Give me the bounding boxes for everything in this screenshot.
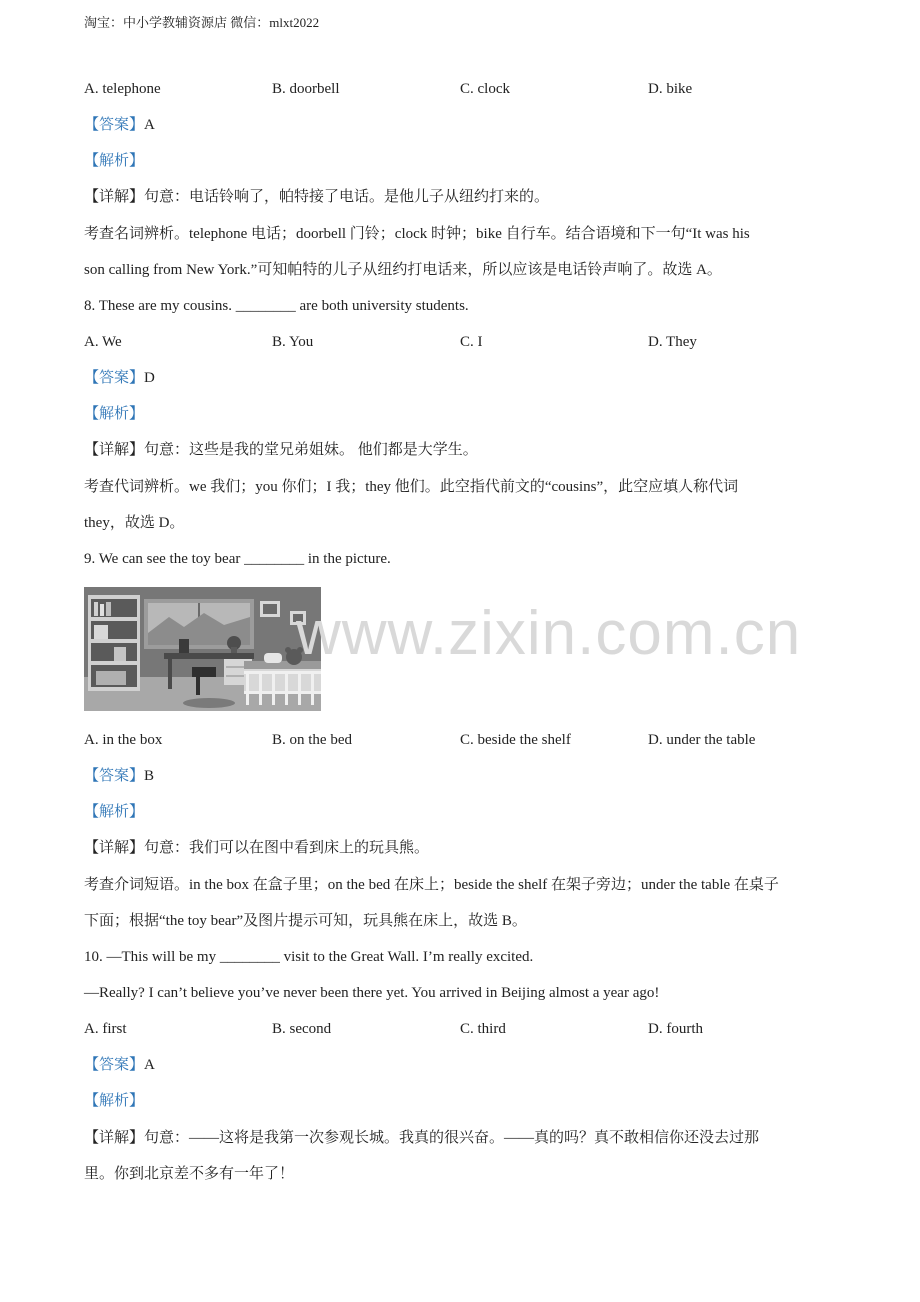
q9-option-b: B. on the bed [272,732,352,748]
q9-option-d: D. under the table [648,732,756,748]
detail-tag: 【详解】 [84,442,145,458]
q10-detail-line-2: 里。你到北京差不多有一年了！ [84,1166,295,1182]
q7-answer [84,115,155,135]
q8-answer [84,368,155,388]
q8-explanation-line-2: they，故选 D。 [84,515,185,531]
q9-option-a: A. in the box [84,732,163,748]
detail-tag: 【详解】 [84,189,145,205]
q7-option-c: C. clock [460,81,510,97]
detail-tag: 【详解】 [84,1130,145,1146]
q10-reply: —Really? I can’t believe you’ve never been there yet. You arrived in Beijing almost a year ago! [84,985,660,1001]
q8-question: 8. These are my cousins. ________ are both university students. [84,298,469,314]
q10-option-c: C. third [460,1021,506,1037]
answer-value: B [144,768,155,784]
q7-option-a: A. telephone [84,81,161,97]
detail-text: 句意：电话铃响了，帕特接了电话。是他儿子从纽约打来的。 [144,189,550,205]
q7-option-d: D. bike [648,81,693,97]
answer-tag: 【答案】 [84,117,145,133]
q8-option-d: D. They [648,334,697,350]
q10-option-a: A. first [84,1021,127,1037]
answer-value: A [144,1057,155,1073]
q10-option-d: D. fourth [648,1021,703,1037]
q10-analysis-tag: 【解析】 [84,1093,145,1109]
answer-value: A [144,117,155,133]
detail-text: 句意：我们可以在图中看到床上的玩具熊。 [144,840,430,856]
q9-explanation-line-1: 考查介词短语。in the box 在盒子里；on the bed 在床上；beside the shelf 在架子旁边；under the table 在桌子 [84,877,779,893]
bedroom-picture [84,587,321,711]
watermark: www.zixin.com.cn [296,599,802,668]
q8-option-a: A. We [84,334,122,350]
q9-question: 9. We can see the toy bear ________ in the picture. [84,551,391,567]
q7-option-b: B. doorbell [272,81,340,97]
answer-tag: 【答案】 [84,768,145,784]
q9-detail [84,838,429,858]
q10-question: 10. —This will be my ________ visit to the Great Wall. I’m really excited. [84,949,534,965]
detail-text: 句意：这些是我的堂兄弟姐妹。 他们都是大学生。 [144,442,478,458]
q8-detail [84,440,478,460]
q10-option-b: B. second [272,1021,332,1037]
q9-option-c: C. beside the shelf [460,732,571,748]
answer-tag: 【答案】 [84,370,145,386]
answer-tag: 【答案】 [84,1057,145,1073]
detail-tag: 【详解】 [84,840,145,856]
q8-analysis-tag: 【解析】 [84,406,145,422]
q8-explanation-line-1: 考查代词辨析。we 我们；you 你们；I 我；they 他们。此空指代前文的“cousins”，此空应填人称代词 [84,479,739,495]
q10-detail [84,1128,759,1148]
q9-analysis-tag: 【解析】 [84,804,145,820]
q9-answer [84,766,154,786]
page-header: 淘宝：中小学教辅资源店 微信：mlxt2022 [84,15,320,30]
q7-explanation-line-1: 考查名词辨析。telephone 电话；doorbell 门铃；clock 时钟；bike 自行车。结合语境和下一句“It was his [84,226,750,242]
q7-explanation-line-2: son calling from New York.”可知帕特的儿子从纽约打电话来，所以应该是电话铃声响了。故选 A。 [84,262,722,278]
detail-text: 句意：——这将是我第一次参观长城。我真的很兴奋。——真的吗？真不敢相信你还没去过那 [144,1130,760,1146]
q7-analysis-tag: 【解析】 [84,153,145,169]
q8-option-c: C. I [460,334,483,350]
q10-answer [84,1055,155,1075]
q9-explanation-line-2: 下面；根据“the toy bear”及图片提示可知，玩具熊在床上，故选 B。 [84,913,527,929]
q7-detail [84,187,549,207]
answer-value: D [144,370,155,386]
q8-option-b: B. You [272,334,314,350]
